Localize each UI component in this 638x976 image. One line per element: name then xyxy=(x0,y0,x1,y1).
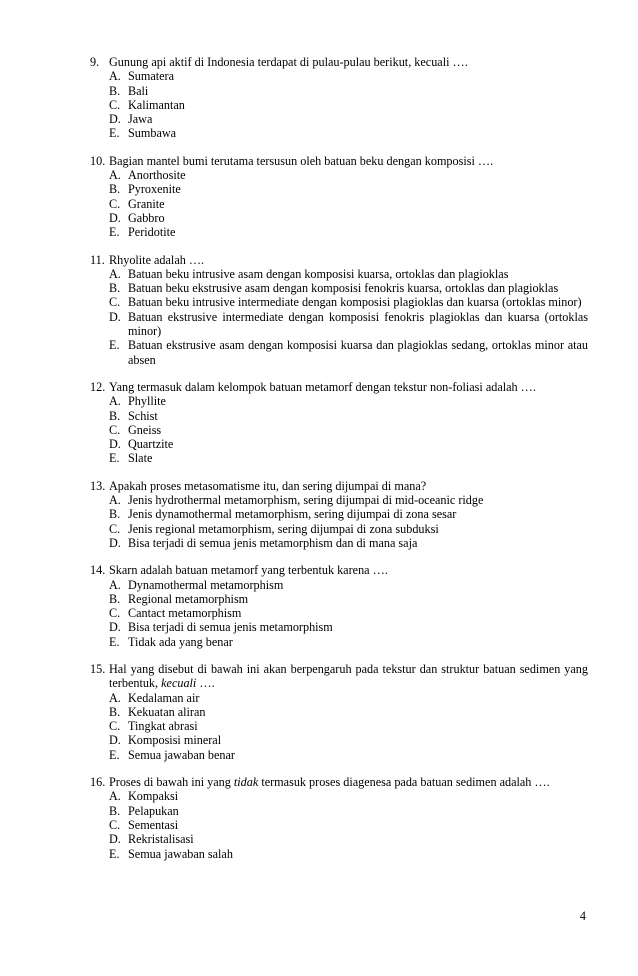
answer-options xyxy=(109,69,588,140)
option-letter: C. xyxy=(109,606,121,621)
answer-option xyxy=(109,168,588,182)
option-text: Semua jawaban salah xyxy=(128,846,233,861)
answer-option xyxy=(109,620,588,634)
option-letter: D. xyxy=(109,437,121,452)
option-text: Komposisi mineral xyxy=(128,733,222,748)
option-text: Kedalaman air xyxy=(128,690,200,705)
answer-option xyxy=(109,832,588,846)
answer-option xyxy=(109,804,588,818)
answer-options xyxy=(109,578,588,649)
question-text xyxy=(109,775,588,789)
question-number: 9. xyxy=(90,55,100,69)
option-text: Bisa terjadi di semua jenis metamorphism dan di mana saja xyxy=(128,535,418,550)
option-text: Regional metamorphism xyxy=(128,591,249,606)
answer-option xyxy=(109,182,588,196)
answer-options xyxy=(109,394,588,465)
answer-options xyxy=(109,493,588,550)
question-item xyxy=(90,563,588,649)
question-text xyxy=(109,662,588,691)
option-text: Batuan beku intrusive asam dengan komposisi kuarsa, ortoklas dan plagioklas xyxy=(128,266,509,281)
option-letter: E. xyxy=(109,747,120,762)
option-letter: D. xyxy=(109,309,121,324)
option-letter: B. xyxy=(109,408,121,423)
option-letter: A. xyxy=(109,266,121,281)
answer-option xyxy=(109,394,588,408)
question-text-emphasis: kecuali xyxy=(161,676,197,691)
option-letter: E. xyxy=(109,225,120,240)
question-item xyxy=(90,154,588,240)
question-item xyxy=(90,380,588,466)
question-text: Rhyolite adalah …. xyxy=(109,252,205,267)
option-text: Sumatera xyxy=(128,69,175,84)
question-item xyxy=(90,775,588,861)
option-text: Rekristalisasi xyxy=(128,832,194,847)
answer-option xyxy=(109,606,588,620)
answer-option xyxy=(109,225,588,239)
answer-option xyxy=(109,719,588,733)
answer-options xyxy=(109,168,588,239)
option-letter: B. xyxy=(109,591,121,606)
option-letter: B. xyxy=(109,83,121,98)
option-letter: B. xyxy=(109,182,121,197)
answer-option xyxy=(109,126,588,140)
answer-option xyxy=(109,789,588,803)
answer-option xyxy=(109,592,588,606)
option-letter: D. xyxy=(109,620,121,635)
question-text: Bagian mantel bumi terutama tersusun oleh batuan beku dengan komposisi …. xyxy=(109,153,494,168)
question-stem xyxy=(90,775,588,789)
option-text: Gabbro xyxy=(128,210,165,225)
answer-option xyxy=(109,578,588,592)
option-text: Kompaksi xyxy=(128,789,179,804)
question-text: Skarn adalah batuan metamorf yang terbentuk karena …. xyxy=(109,563,388,578)
answer-option xyxy=(109,211,588,225)
option-text: Jenis hydrothermal metamorphism, sering dijumpai di mid-oceanic ridge xyxy=(128,493,484,508)
answer-option xyxy=(109,98,588,112)
answer-option xyxy=(109,310,588,339)
option-letter: D. xyxy=(109,210,121,225)
question-item xyxy=(90,55,588,141)
option-text: Sementasi xyxy=(128,817,179,832)
option-letter: A. xyxy=(109,577,121,592)
answer-option xyxy=(109,536,588,550)
option-letter: A. xyxy=(109,789,121,804)
question-number: 13. xyxy=(90,478,106,493)
answer-options xyxy=(109,789,588,860)
question-text: Apakah proses metasomatisme itu, dan sering dijumpai di mana? xyxy=(109,478,427,493)
option-letter: E. xyxy=(109,634,120,649)
option-text: Gneiss xyxy=(128,422,162,437)
answer-option xyxy=(109,847,588,861)
answer-option xyxy=(109,451,588,465)
option-letter: B. xyxy=(109,803,121,818)
answer-option xyxy=(109,112,588,126)
option-letter: A. xyxy=(109,168,121,183)
answer-option xyxy=(109,197,588,211)
question-stem xyxy=(90,154,588,168)
question-stem xyxy=(90,55,588,69)
option-text: Batuan beku intrusive intermediate dengan komposisi plagioklas dan kuarsa (ortoklas minor) xyxy=(128,295,582,310)
option-letter: A. xyxy=(109,394,121,409)
question-stem xyxy=(90,380,588,394)
option-letter: B. xyxy=(109,507,121,522)
answer-option xyxy=(109,507,588,521)
option-letter: B. xyxy=(109,281,121,296)
answer-option xyxy=(109,423,588,437)
question-list xyxy=(90,55,588,874)
question-item xyxy=(90,479,588,550)
option-letter: A. xyxy=(109,69,121,84)
answer-option xyxy=(109,522,588,536)
question-text-part: Proses di bawah ini yang xyxy=(109,775,234,790)
question-text: Gunung api aktif di Indonesia terdapat di pulau-pulau berikut, kecuali …. xyxy=(109,55,468,69)
answer-option xyxy=(109,409,588,423)
option-text: Quartzite xyxy=(128,437,174,452)
question-number: 10. xyxy=(90,153,106,168)
answer-option xyxy=(109,691,588,705)
option-letter: E. xyxy=(109,126,120,141)
question-text-part: termasuk proses diagenesa pada batuan sedimen adalah …. xyxy=(258,775,550,790)
option-text: Batuan ekstrusive asam dengan komposisi kuarsa dan plagioklas sedang, ortoklas minor atau absen xyxy=(128,338,588,367)
option-text: Batuan ekstrusive intermediate dengan komposisi fenokris plagioklas dan kuarsa (ortoklas minor) xyxy=(128,309,588,339)
option-letter: A. xyxy=(109,493,121,508)
page-number: 4 xyxy=(579,909,586,923)
option-letter: D. xyxy=(109,733,121,748)
option-text: Batuan beku ekstrusive asam dengan komposisi fenokris kuarsa, ortoklas dan plagioklas xyxy=(128,281,559,296)
question-number: 16. xyxy=(90,775,106,790)
option-letter: C. xyxy=(109,719,121,734)
answer-option xyxy=(109,635,588,649)
answer-option xyxy=(109,69,588,83)
question-text-emphasis: tidak xyxy=(233,775,259,790)
answer-options xyxy=(109,267,588,367)
answer-option xyxy=(109,295,588,309)
option-text: Phyllite xyxy=(128,394,166,409)
option-letter: C. xyxy=(109,521,121,536)
answer-option xyxy=(109,748,588,762)
option-text: Pyroxenite xyxy=(128,182,181,197)
option-text: Peridotite xyxy=(128,225,176,240)
option-letter: D. xyxy=(109,112,121,127)
answer-option xyxy=(109,437,588,451)
option-letter: C. xyxy=(109,817,121,832)
option-text: Schist xyxy=(128,408,158,423)
option-text: Slate xyxy=(128,451,153,466)
option-letter: A. xyxy=(109,690,121,705)
option-letter: C. xyxy=(109,196,121,211)
option-text: Bisa terjadi di semua jenis metamorphism xyxy=(128,620,333,635)
option-text: Jenis dynamothermal metamorphism, sering dijumpai di zona sesar xyxy=(128,507,457,522)
option-letter: E. xyxy=(109,338,120,353)
option-letter: C. xyxy=(109,422,121,437)
option-text: Bali xyxy=(128,83,149,98)
option-letter: C. xyxy=(109,295,121,310)
answer-option xyxy=(109,733,588,747)
option-text: Kalimantan xyxy=(128,97,185,112)
question-text: Yang termasuk dalam kelompok batuan metamorf dengan tekstur non-foliasi adalah …. xyxy=(109,379,536,394)
question-number: 15. xyxy=(90,661,106,676)
option-letter: D. xyxy=(109,832,121,847)
option-text: Dynamothermal metamorphism xyxy=(128,577,284,592)
answer-option xyxy=(109,281,588,295)
question-number: 12. xyxy=(90,379,106,394)
option-letter: D. xyxy=(109,535,121,550)
option-text: Cantact metamorphism xyxy=(128,606,242,621)
answer-option xyxy=(109,493,588,507)
question-item xyxy=(90,253,588,367)
answer-options xyxy=(109,691,588,762)
option-text: Anorthosite xyxy=(128,168,186,183)
option-letter: E. xyxy=(109,846,120,861)
question-number: 14. xyxy=(90,563,106,578)
option-text: Semua jawaban benar xyxy=(128,747,235,762)
option-letter: C. xyxy=(109,97,121,112)
option-text: Jawa xyxy=(128,112,153,127)
option-text: Sumbawa xyxy=(128,126,177,141)
question-number: 11. xyxy=(90,252,105,267)
answer-option xyxy=(109,705,588,719)
answer-option xyxy=(109,84,588,98)
question-stem xyxy=(90,479,588,493)
option-letter: B. xyxy=(109,704,121,719)
option-letter: E. xyxy=(109,451,120,466)
option-text: Pelapukan xyxy=(128,803,179,818)
question-stem xyxy=(90,662,588,691)
answer-option xyxy=(109,338,588,367)
option-text: Kekuatan aliran xyxy=(128,704,206,719)
option-text: Tidak ada yang benar xyxy=(128,634,233,649)
question-item xyxy=(90,662,588,762)
question-stem xyxy=(90,253,588,267)
answer-option xyxy=(109,818,588,832)
question-text-part: Hal yang disebut di bawah ini akan berpengaruh pada tekstur dan struktur batuan sedimen yang terbentuk, xyxy=(109,661,588,691)
question-text-part: …. xyxy=(196,676,215,691)
answer-option xyxy=(109,267,588,281)
option-text: Tingkat abrasi xyxy=(128,719,198,734)
option-text: Jenis regional metamorphism, sering dijumpai di zona subduksi xyxy=(128,521,439,536)
question-stem xyxy=(90,563,588,577)
option-text: Granite xyxy=(128,196,165,211)
